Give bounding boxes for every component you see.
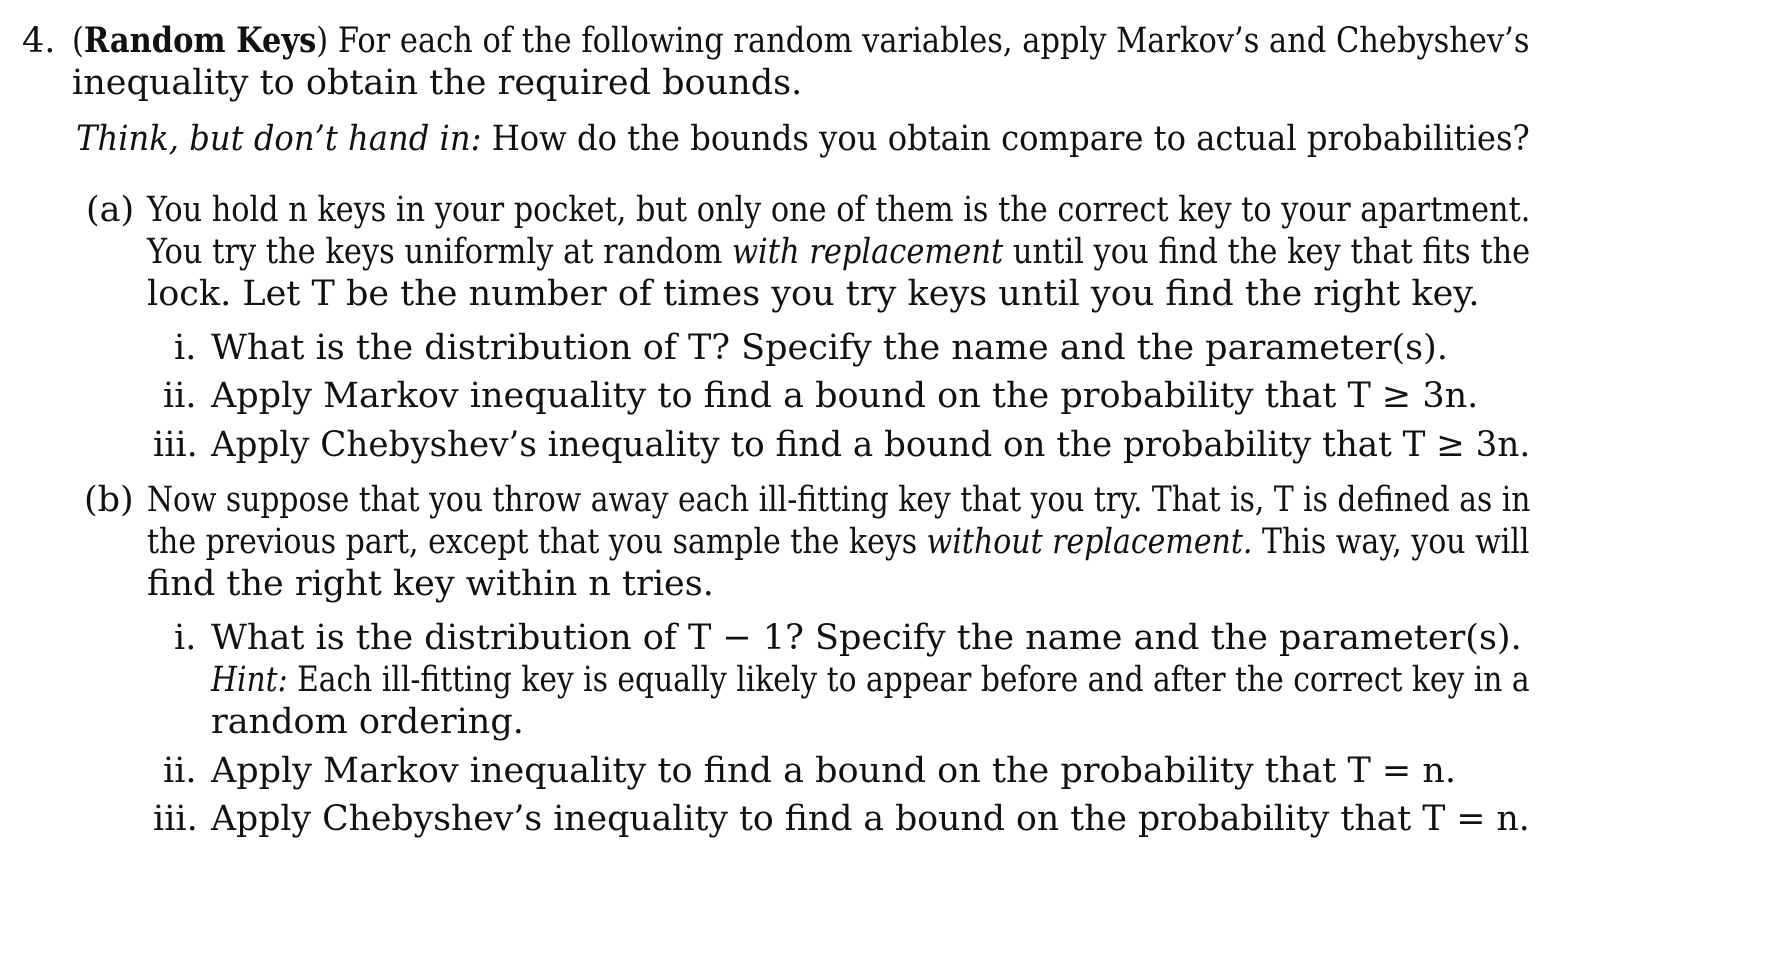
part-a-line-1: You hold n keys in your pocket, but only one of them is the correct key to your apartment. bbox=[147, 190, 1531, 230]
part-a-line-2 bbox=[147, 231, 1530, 274]
part-b-item-1-num: i. bbox=[174, 618, 197, 658]
part-a-item-1-text: What is the distribution of T? Specify the name and the parameter(s). bbox=[211, 328, 1448, 368]
hint-label: Hint: bbox=[211, 660, 288, 700]
part-b-line-2-pre: the previous part, except that you sample the keys bbox=[147, 522, 918, 562]
part-b-line-2-post: This way, you will bbox=[1261, 522, 1530, 562]
part-a-emphasis: with replacement bbox=[731, 232, 1004, 272]
part-b-item-3-num: iii. bbox=[153, 799, 198, 839]
part-a-item-2-text: Apply Markov inequality to find a bound on the probability that T ≥ 3n. bbox=[211, 376, 1479, 416]
problem-intro-line-1: (Random Keys) For each of the following random variables, apply Markov’s and Chebyshev’s bbox=[72, 20, 1530, 61]
part-b-item-2-text: Apply Markov inequality to find a bound on the probability that T = n. bbox=[211, 751, 1457, 791]
think-note bbox=[76, 118, 1530, 161]
part-b-item-3-text: Apply Chebyshev’s inequality to find a bound on the probability that T = n. bbox=[211, 799, 1530, 839]
think-label: Think, but don’t hand in: bbox=[76, 119, 482, 159]
part-a-item-2-num: ii. bbox=[163, 376, 197, 416]
part-b-item-2-num: ii. bbox=[163, 751, 197, 791]
problem-title: Random Keys bbox=[83, 20, 317, 61]
problem-number: 4. bbox=[22, 21, 56, 61]
part-b-emphasis: without replacement. bbox=[926, 522, 1253, 562]
think-text: How do the bounds you obtain compare to actual probabilities? bbox=[491, 119, 1530, 159]
hint-text: Each ill-fitting key is equally likely to appear before and after the correct key in a bbox=[297, 660, 1530, 700]
problem-intro-line-2: inequality to obtain the required bounds. bbox=[72, 63, 803, 103]
part-a-line-2-pre: You try the keys uniformly at random bbox=[147, 232, 723, 272]
part-a-line-3: lock. Let T be the number of times you try keys until you find the right key. bbox=[147, 274, 1480, 314]
part-a-item-3-num: iii. bbox=[153, 425, 198, 465]
part-b-label: (b) bbox=[84, 480, 134, 520]
part-b-item-1-text: What is the distribution of T − 1? Specify the name and the parameter(s). bbox=[211, 618, 1522, 658]
part-b-hint-line-2: random ordering. bbox=[211, 702, 524, 742]
part-b-line-3: find the right key within n tries. bbox=[147, 564, 714, 604]
part-b-line-1: Now suppose that you throw away each ill-fitting key that you try. That is, T is defined as in bbox=[147, 480, 1531, 520]
problem-intro-text: For each of the following random variables, apply Markov’s and Chebyshev’s bbox=[337, 21, 1530, 61]
part-a-item-3-text: Apply Chebyshev’s inequality to find a bound on the probability that T ≥ 3n. bbox=[211, 425, 1531, 465]
part-a-item-1-num: i. bbox=[174, 328, 197, 368]
part-b-line-2 bbox=[147, 521, 1529, 564]
part-a-line-2-post: until you find the key that fits the bbox=[1012, 232, 1531, 272]
part-b-hint-line-1 bbox=[211, 659, 1530, 702]
part-a-label: (a) bbox=[86, 190, 135, 230]
